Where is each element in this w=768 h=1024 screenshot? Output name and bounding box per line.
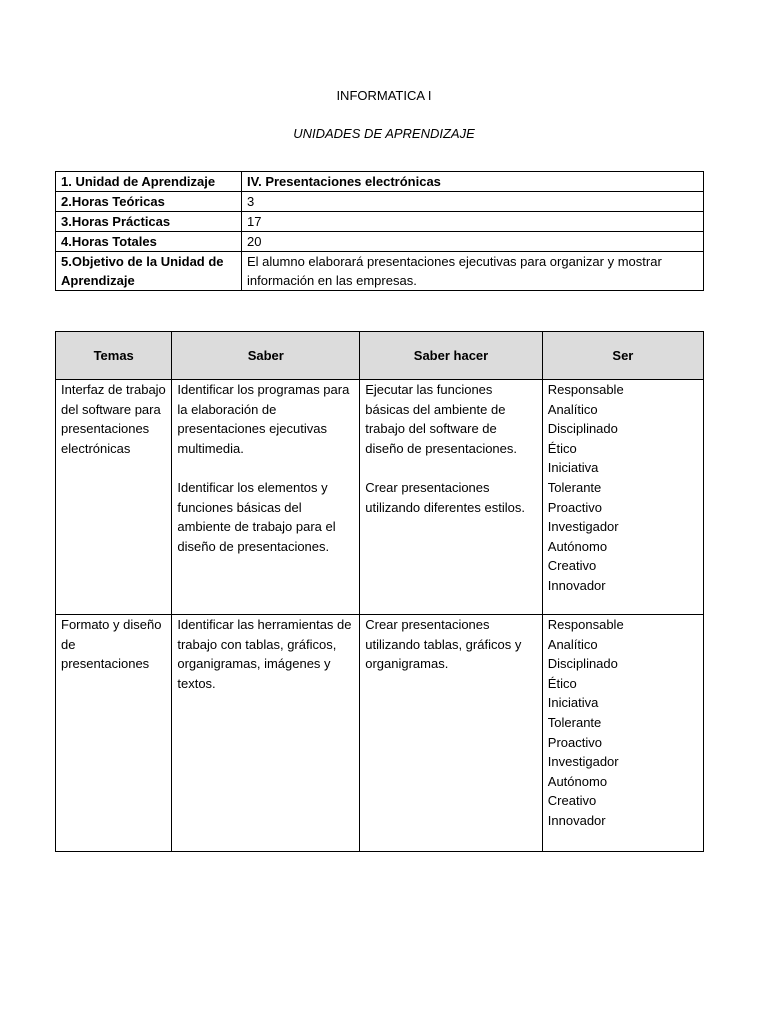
cell-text: Ejecutar las funciones básicas del ambiente de trabajo del software de diseño de presentaciones. <box>365 382 518 456</box>
cell-saber <box>172 380 360 615</box>
info-label: 2.Horas Teóricas <box>56 192 242 212</box>
ser-item: Iniciativa <box>547 460 599 476</box>
info-value: 20 <box>242 232 704 252</box>
info-row-total-hours <box>56 232 704 252</box>
learning-units-table <box>55 331 704 852</box>
ser-item: Creativo <box>547 793 597 809</box>
column-header-ser: Ser <box>542 332 703 380</box>
info-label: 1. Unidad de Aprendizaje <box>56 172 242 192</box>
ser-item: Analítico <box>547 636 598 652</box>
ser-item: Tolerante <box>547 479 602 495</box>
ser-item: Proactivo <box>547 499 602 515</box>
cell-saber <box>172 615 360 852</box>
cell-text: Crear presentaciones utilizando tablas, gráficos y organigramas. <box>365 617 522 672</box>
ser-item: Proactivo <box>547 734 602 750</box>
ser-item: Disciplinado <box>547 656 618 672</box>
table-row <box>56 615 704 852</box>
ser-item: Autónomo <box>547 773 608 789</box>
info-value: 3 <box>242 192 704 212</box>
ser-item: Ético <box>547 675 577 691</box>
ser-item: Innovador <box>547 577 606 593</box>
ser-item: Investigador <box>547 519 619 535</box>
ser-item: Creativo <box>547 558 597 574</box>
cell-saber-hacer <box>360 380 543 615</box>
cell-text: Formato y diseño de presentaciones <box>61 617 162 672</box>
ser-item: Tolerante <box>547 714 602 730</box>
info-value: 17 <box>242 212 704 232</box>
ser-item: Innovador <box>547 812 606 828</box>
info-row-practice-hours <box>56 212 704 232</box>
column-header-temas: Temas <box>56 332 172 380</box>
ser-item: Autónomo <box>547 538 608 554</box>
ser-item: Iniciativa <box>547 695 599 711</box>
column-header-saber-hacer: Saber hacer <box>360 332 543 380</box>
cell-temas <box>56 615 172 852</box>
info-value: El alumno elaborará presentaciones ejecutivas para organizar y mostrar información en las empresas. <box>242 252 704 291</box>
ser-item: Ético <box>547 440 577 456</box>
cell-ser <box>542 380 703 615</box>
info-label: 5.Objetivo de la Unidad de Aprendizaje <box>56 252 242 291</box>
page-subtitle: UNIDADES DE APRENDIZAJE <box>293 126 475 141</box>
info-label: 3.Horas Prácticas <box>56 212 242 232</box>
ser-item: Responsable <box>547 382 624 397</box>
cell-text: Identificar los programas para la elaboración de presentaciones ejecutivas multimedia. <box>177 382 350 456</box>
info-row-unit <box>56 172 704 192</box>
cell-saber-hacer <box>360 615 543 852</box>
ser-item: Analítico <box>547 401 598 417</box>
ser-item: Disciplinado <box>547 421 618 437</box>
cell-text: Crear presentaciones utilizando diferentes estilos. <box>365 479 525 515</box>
info-value: IV. Presentaciones electrónicas <box>242 172 704 192</box>
info-row-objective <box>56 252 704 291</box>
cell-ser <box>542 615 703 852</box>
unit-info-table <box>55 171 704 291</box>
ser-item: Investigador <box>547 754 619 770</box>
cell-text: Identificar las herramientas de trabajo con tablas, gráficos, organigramas, imágenes y textos. <box>177 617 352 691</box>
ser-item: Responsable <box>547 617 624 632</box>
info-row-theory-hours <box>56 192 704 212</box>
cell-text: Interfaz de trabajo del software para presentaciones electrónicas <box>61 382 166 456</box>
table-header-row <box>56 332 704 380</box>
page-title: INFORMATICA I <box>336 88 432 103</box>
column-header-saber: Saber <box>172 332 360 380</box>
cell-temas <box>56 380 172 615</box>
info-label: 4.Horas Totales <box>56 232 242 252</box>
cell-text: Identificar los elementos y funciones básicas del ambiente de trabajo para el diseño de presentaciones. <box>177 479 336 554</box>
table-row <box>56 380 704 615</box>
